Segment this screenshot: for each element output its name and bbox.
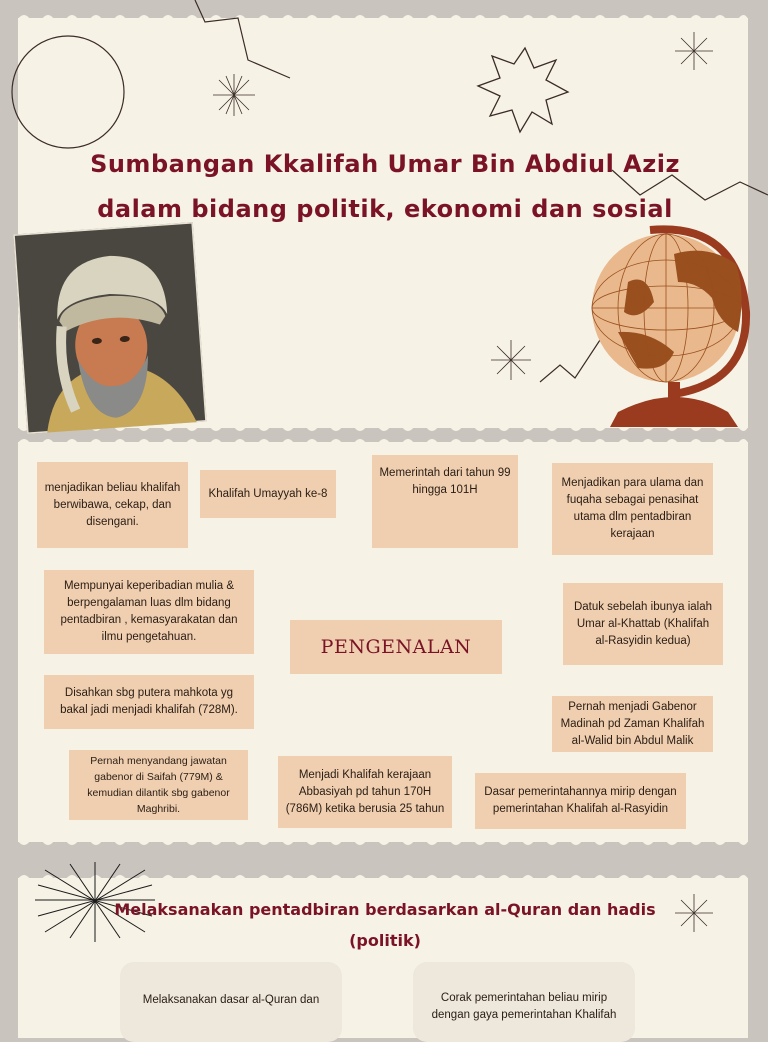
info-card — [413, 962, 635, 1042]
info-box: Datuk sebelah ibunya ialah Umar al-Khattab (Khalifah al-Rasyidin kedua) — [563, 583, 723, 665]
sparkle-icon — [675, 894, 713, 932]
info-box: Disahkan sbg putera mahkota yg bakal jadi menjadi khalifah (728M). — [44, 675, 254, 729]
info-box: Khalifah Umayyah ke-8 — [200, 470, 336, 518]
info-box: Menjadikan para ulama dan fuqaha sebagai penasihat utama dlm pentadbiran kerajaan — [552, 463, 713, 555]
info-box: Mempunyai keperibadian mulia & berpengalaman luas dlm bidang pentadbiran , kemasyarakatan dan ilmu pengetahuan. — [44, 570, 254, 654]
info-box: Dasar pemerintahannya mirip dengan pemerintahan Khalifah al-Rasyidin — [475, 773, 686, 829]
star-outline-icon — [478, 48, 568, 132]
info-box: Pernah menjadi Gabenor Madinah pd Zaman Khalifah al-Walid bin Abdul Malik — [552, 696, 713, 752]
portrait-image — [13, 222, 207, 434]
sparkle-icon — [213, 74, 255, 116]
card-text: Melaksanakan dasar al-Quran dan — [142, 994, 320, 1006]
paper-edge-bottom — [18, 841, 748, 849]
sparkle-icon — [491, 340, 531, 380]
info-card — [120, 962, 342, 1042]
info-box: Memerintah dari tahun 99 hingga 101H — [372, 455, 518, 548]
page-title: Sumbangan Kkalifah Umar Bin Abdiul Aziz dalam bidang politik, ekonomi dan sosial — [90, 150, 680, 223]
sparkle-icon — [675, 32, 713, 70]
section-label: PENGENALAN — [290, 620, 502, 674]
card-text: Corak pemerintahan beliau mirip dengan gaya pemerintahan Khalifah — [431, 992, 617, 1021]
globe-illustration — [588, 212, 764, 432]
info-box: Pernah menyandang jawatan gabenor di Saifah (779M) & kemudian dilantik sbg gabenor Maghribi. — [69, 750, 248, 820]
info-box: menjadikan beliau khalifah berwibawa, cekap, dan disengani. — [37, 462, 188, 548]
section-title: Melaksanakan pentadbiran berdasarkan al-Quran dan hadis (politik) — [114, 900, 656, 950]
paper-edge-top — [18, 435, 748, 443]
info-box: Menjadi Khalifah kerajaan Abbasiyah pd tahun 170H (786M) ketika berusia 25 tahun — [278, 756, 452, 828]
